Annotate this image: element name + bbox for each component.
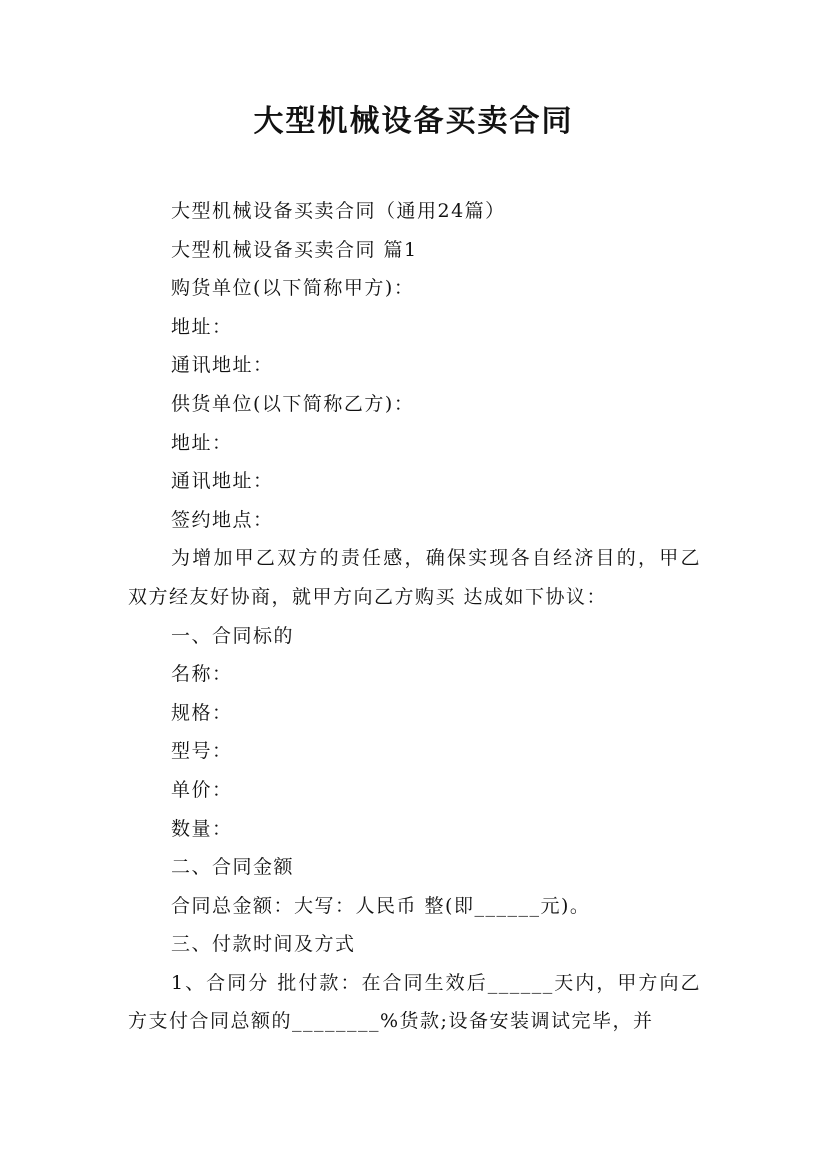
signing-place-line: 签约地点： bbox=[171, 508, 274, 531]
buyer-address-line: 地址： bbox=[171, 315, 233, 338]
document-body bbox=[128, 192, 701, 1041]
collection-heading: 大型机械设备买卖合同（通用24篇） bbox=[171, 200, 506, 222]
total-amount-line: 合同总金额：大写：人民币 整(即______元)。 bbox=[171, 894, 591, 917]
document-title: 大型机械设备买卖合同 bbox=[253, 104, 574, 139]
payment-paragraph: 1、合同分 批付款：在合同生效后______天内，甲方向乙方支付合同总额的________%货款;设备安装调试完毕，并 bbox=[128, 971, 701, 1033]
clause-3-heading: 三、付款时间及方式 bbox=[171, 933, 356, 956]
clause-1-heading: 一、合同标的 bbox=[171, 624, 295, 647]
clause-2-heading: 二、合同金额 bbox=[171, 856, 295, 879]
supplier-address-line: 地址： bbox=[171, 431, 233, 454]
item-price-line: 单价： bbox=[171, 778, 233, 801]
supplier-line: 供货单位(以下简称乙方)： bbox=[171, 392, 415, 415]
supplier-mail-address-line: 通讯地址： bbox=[171, 470, 274, 493]
section-heading: 大型机械设备买卖合同 篇1 bbox=[171, 238, 418, 261]
item-name-line: 名称： bbox=[171, 663, 233, 686]
item-spec-line: 规格： bbox=[171, 701, 233, 724]
preamble-paragraph: 为增加甲乙双方的责任感，确保实现各自经济目的，甲乙双方经友好协商，就甲方向乙方购买 达成如下协议： bbox=[128, 547, 701, 608]
item-model-line: 型号： bbox=[171, 740, 233, 763]
buyer-line: 购货单位(以下简称甲方)： bbox=[171, 277, 415, 300]
buyer-mail-address-line: 通讯地址： bbox=[171, 354, 274, 377]
item-quantity-line: 数量： bbox=[171, 817, 233, 840]
